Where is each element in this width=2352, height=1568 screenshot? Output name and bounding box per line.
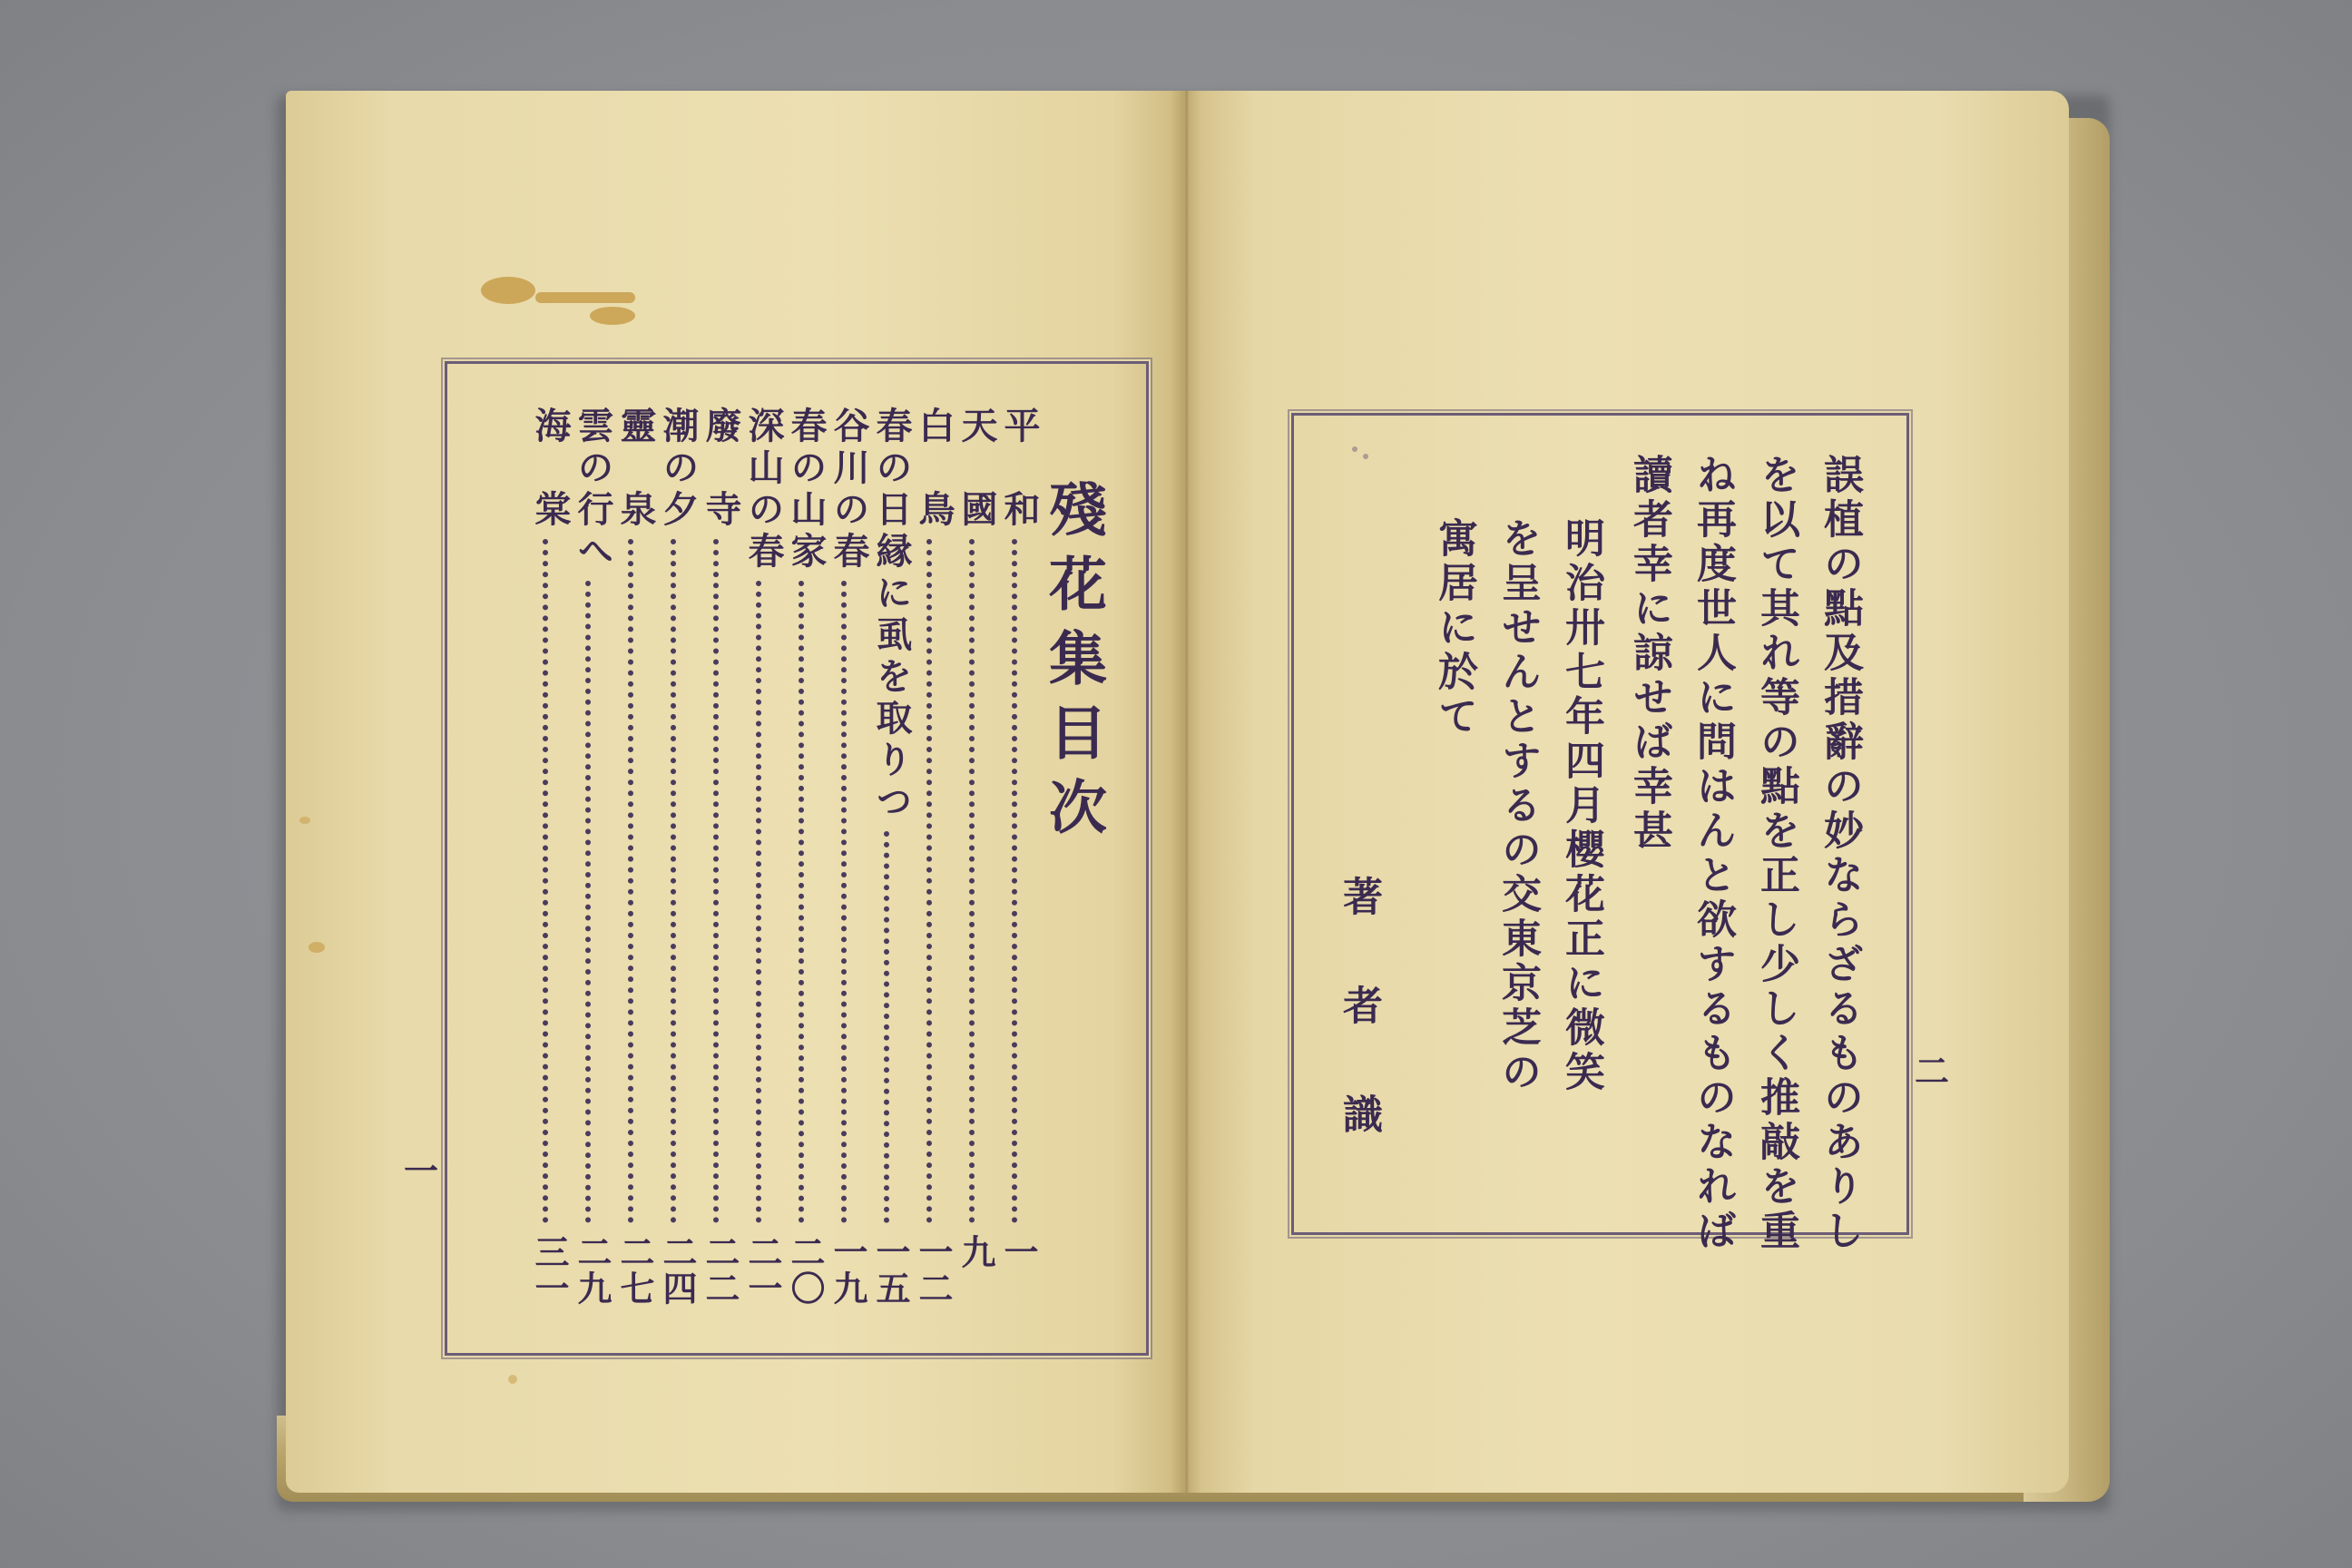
toc-leader-dots: [585, 581, 596, 1223]
toc-entry-title: 深山の春: [742, 407, 785, 573]
ink-speck: [1363, 454, 1368, 459]
stain-mark: [309, 942, 325, 953]
toc-entry-page: 三一: [529, 1234, 570, 1307]
stain-mark: [299, 817, 310, 824]
toc-entry-page: 二九: [572, 1234, 612, 1307]
toc-leader-dots: [543, 539, 554, 1223]
toc-leader-dots: [713, 539, 724, 1223]
stain-mark: [481, 277, 535, 304]
toc-leader-dots: [969, 539, 980, 1223]
toc-leader-dots: [628, 539, 639, 1223]
preface-line: 誤植の點及措辭の妙ならざるものありし: [1817, 454, 1863, 1254]
toc-leader-dots: [671, 539, 681, 1223]
toc-leader-dots: [1012, 539, 1023, 1223]
preface-signature: 著 者 識: [1336, 876, 1382, 1148]
toc-title: 殘花集目次: [1039, 479, 1107, 851]
book-gutter: [1171, 91, 1201, 1493]
toc-leader-dots: [756, 581, 767, 1223]
left-page-number: 一: [404, 1151, 439, 1191]
toc-entry-title: 春の日縁に虱を取りつ: [870, 407, 913, 824]
toc-entry-page: 二一: [742, 1234, 783, 1307]
toc-entry-page: 二二: [700, 1234, 740, 1307]
toc-entry-page: 一九: [828, 1234, 868, 1307]
preface-line: を以て其れ等の點を正し少しく推敲を重: [1753, 454, 1799, 1254]
right-page-number: 二: [1915, 1051, 1950, 1092]
toc-entry: [524, 407, 572, 1307]
toc-entry-title: 白 鳥: [913, 407, 956, 532]
toc-entry: [652, 407, 700, 1307]
toc-entry-title: 潮の夕: [657, 407, 700, 532]
toc-entry-title: 天 國: [956, 407, 998, 532]
toc-entry: [994, 407, 1041, 1305]
stain-mark: [535, 292, 635, 303]
toc-leader-dots: [841, 581, 852, 1223]
toc-entry-page: 二四: [657, 1234, 698, 1307]
toc-entry-title: 谷川の春: [828, 407, 870, 573]
preface-line: ね再度世人に問はんと欲するものなれば: [1690, 454, 1736, 1254]
preface-line: 讀者幸に諒せば幸甚: [1626, 454, 1672, 854]
stain-mark: [590, 307, 635, 325]
toc-entry-page: 一: [998, 1234, 1039, 1270]
toc-entry: [567, 407, 614, 1307]
toc-entry-page: 二〇: [785, 1234, 826, 1307]
toc-leader-dots: [799, 581, 809, 1223]
toc-entry-page: 一二: [913, 1234, 954, 1307]
toc-leader-dots: [884, 831, 895, 1223]
preface-line: を呈せんとするの交東京芝の: [1494, 517, 1541, 1095]
toc-entry-title: 廢 寺: [700, 407, 742, 532]
stain-mark: [508, 1375, 517, 1384]
toc-entry-page: 九: [956, 1234, 996, 1270]
ink-speck: [1352, 446, 1357, 452]
toc-entry-title: 靈 泉: [614, 407, 657, 532]
toc-entry-title: 平 和: [998, 407, 1041, 532]
toc-entry-title: 春の山家: [785, 407, 828, 573]
toc-entry: [951, 407, 998, 1305]
preface-line: 寓居に於て: [1431, 517, 1477, 740]
toc-entry: [695, 407, 742, 1307]
toc-entry-page: 二七: [614, 1234, 655, 1307]
toc-entry-title: 雲の行へ: [572, 407, 614, 573]
toc-leader-dots: [926, 539, 937, 1223]
toc-entry: [738, 407, 785, 1307]
toc-entry-page: 一五: [870, 1234, 911, 1307]
toc-entry-title: 海 棠: [529, 407, 572, 532]
preface-line: 明治卅七年四月櫻花正に微笑: [1558, 517, 1604, 1095]
